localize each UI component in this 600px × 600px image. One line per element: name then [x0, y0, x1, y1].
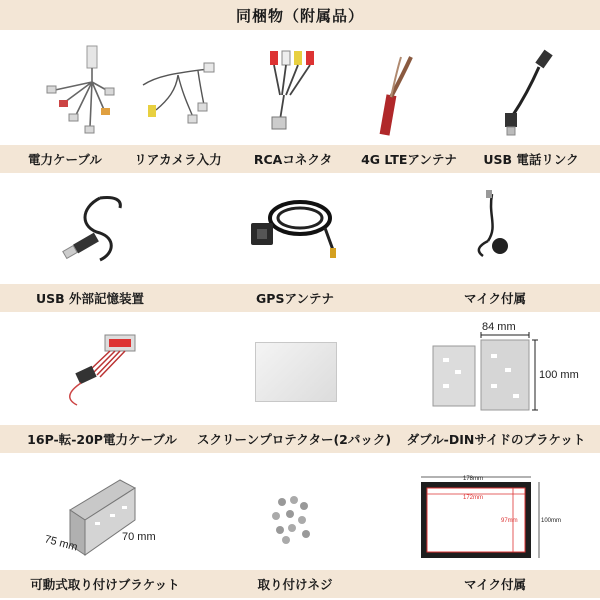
dim-side-bracket-height: 100 mm	[539, 369, 579, 381]
label-row-2	[0, 284, 600, 312]
label-row-1	[0, 145, 600, 173]
item-label: USB 電話リンク	[483, 152, 579, 167]
dim-frame-inner-width: 172mm	[463, 495, 484, 501]
adapter-cable-image	[55, 325, 145, 415]
dim-mount-depth: 75 mm	[43, 533, 79, 554]
item-label: マイク付属	[463, 291, 526, 306]
item-label: 可動式取り付けブラケット	[30, 577, 180, 592]
microphone-image	[458, 186, 528, 271]
dim-side-bracket-width: 84 mm	[482, 321, 516, 333]
item-label: スクリーンプロテクター(2パック)	[196, 432, 392, 447]
item-label: GPSアンテナ	[256, 291, 334, 306]
mounting-bracket-image	[40, 470, 170, 565]
item-label: 取り付けネジ	[257, 577, 333, 592]
item-label: 16P-転-20P電力ケーブル	[27, 432, 177, 447]
rca-connector-image	[250, 45, 330, 135]
lte-antenna-image	[365, 45, 435, 140]
frame-image	[415, 472, 565, 562]
power-cable-image	[35, 42, 115, 137]
item-label: ダブル-DINサイドのブラケット	[406, 432, 586, 447]
item-label: リアカメラ入力	[134, 152, 222, 167]
usb-phone-link-image	[495, 45, 565, 140]
dim-frame-inner-height: 97mm	[501, 518, 518, 524]
usb-storage-image	[60, 188, 140, 273]
screen-protector-image	[255, 342, 337, 402]
dim-frame-outer-width: 178mm	[463, 476, 484, 482]
dim-frame-outer-height: 100mm	[541, 518, 562, 524]
screws-image	[262, 488, 322, 548]
item-label: USB 外部記憶装置	[35, 291, 145, 306]
page-title: 同梱物（附属品）	[0, 0, 600, 30]
rear-camera-cable-image	[138, 55, 218, 130]
item-label: マイク付属	[463, 577, 526, 592]
label-row-4	[0, 570, 600, 598]
item-label: 電力ケーブル	[28, 152, 102, 167]
dim-mount-height: 70 mm	[122, 531, 156, 543]
item-label: RCAコネクタ	[253, 152, 333, 167]
item-label: 4G LTEアンテナ	[361, 152, 457, 167]
label-row-3	[0, 425, 600, 453]
gps-antenna-image	[245, 188, 345, 268]
side-bracket-image	[425, 318, 590, 418]
